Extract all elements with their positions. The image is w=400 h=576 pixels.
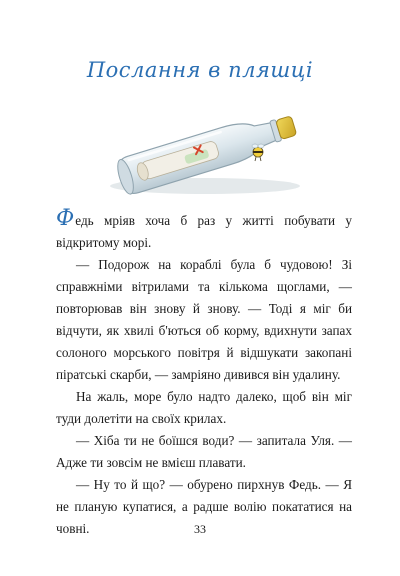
paragraph (56, 206, 352, 254)
bee-character (252, 144, 264, 161)
drop-cap: Ф (56, 206, 75, 231)
page-number: 33 (194, 522, 206, 536)
paragraph: — Подорож на кораблі була б чудовою! Зі справжніми вітрилами та кількома щоглами, — повторював він знову й знову. — Тоді я міг би відчути, як хвилі б'ються об корму, вдихнути запах солоного морського повітря й відшукати закопані піратські скарби, — замріяно дивився він удалину. (56, 257, 352, 382)
bottle-illustration (100, 92, 320, 202)
paragraph-text: едь мріяв хоча б раз у житті побувати у відкритому морі. (56, 213, 352, 250)
story-text (56, 206, 352, 540)
paragraph: На жаль, море було надто далеко, щоб він міг туди долетіти на своїх крилах. (56, 389, 352, 426)
paragraph: — Хіба ти не боїшся води? — запитала Уля. — Адже ти зовсім не вмієш плавати. (56, 433, 352, 470)
paragraph: — Ну то й що? — обурено пирхнув Федь. — Я не планую купатися, а радше волію покататися на човні. (56, 477, 352, 536)
chapter-title: Послання в пляшці (86, 58, 314, 82)
